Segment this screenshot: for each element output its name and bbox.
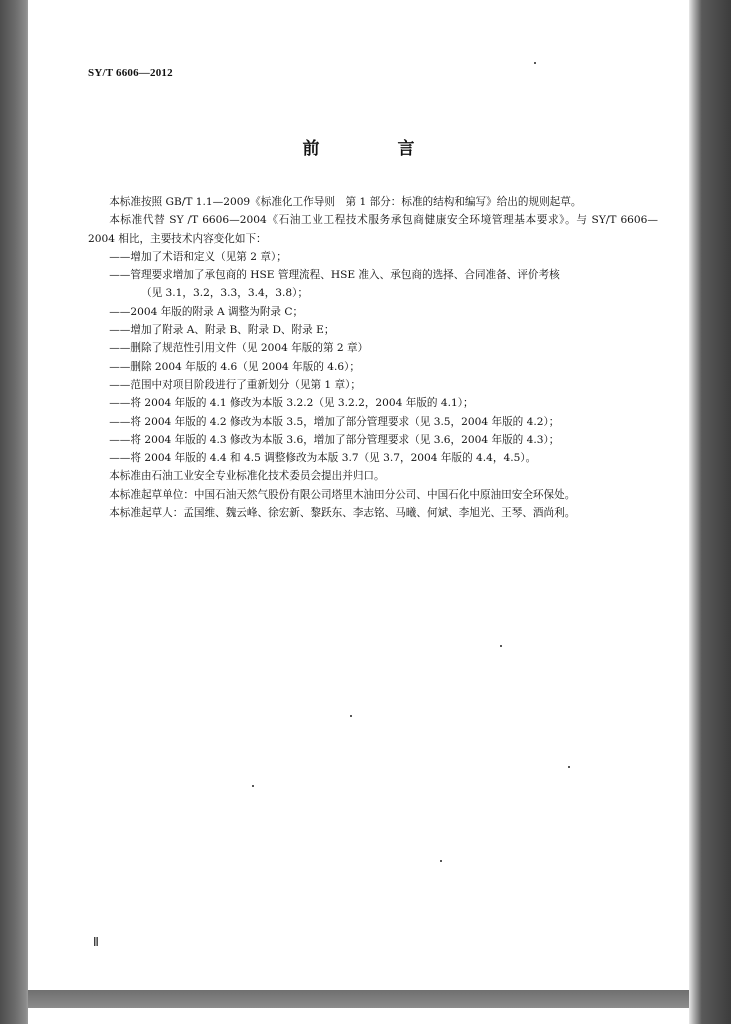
scan-speck: [500, 645, 502, 647]
list-item: ——将 2004 年版的 4.4 和 4.5 调整修改为本版 3.7（见 3.7，2004 年版的 4.4，4.5）。: [109, 452, 537, 465]
list-item: ——将 2004 年版的 4.1 修改为本版 3.2.2（见 3.2.2，2004 年版的 4.1）；: [109, 397, 474, 410]
next-page: [28, 1008, 689, 1024]
scan-speck: [568, 766, 570, 768]
list-item: ——范围中对项目阶段进行了重新划分（见第 1 章）；: [109, 378, 362, 391]
document-page: [28, 0, 689, 990]
list-item: ——将 2004 年版的 4.3 修改为本版 3.6，增加了部分管理要求（见 3.6，2004 年版的 4.3）；: [109, 433, 560, 446]
scan-speck: [440, 860, 442, 862]
list-item: ——2004 年版的附录 A 调整为附录 C；: [109, 305, 304, 318]
paragraph-drafting-rules: 本标准按照 GB/T 1.1—2009《标准化工作导则 第 1 部分：标准的结构和编写》给出的规则起草。: [109, 196, 582, 208]
document-body: [88, 193, 658, 522]
scan-speck: [534, 62, 536, 64]
paragraph-drafting-units: 本标准起草单位：中国石油天然气股份有限公司塔里木油田分公司、中国石化中原油田安全环保处。: [109, 488, 576, 501]
page-number: Ⅱ: [93, 935, 99, 949]
list-item: ——管理要求增加了承包商的 HSE 管理流程、HSE 准入、承包商的选择、合同准备、评价考核 （见 3.1，3.2，3.3，3.4，3.8）；: [109, 269, 560, 300]
paragraph-drafters: 本标准起草人：孟国维、魏云峰、徐宏新、黎跃东、李志铭、马曦、何斌、李旭光、王琴、酒尚利。: [109, 507, 576, 520]
list-item: ——将 2004 年版的 4.2 修改为本版 3.5，增加了部分管理要求（见 3.5，2004 年版的 4.2）；: [109, 415, 560, 428]
page-title: 前 言: [302, 139, 451, 159]
scan-speck: [252, 785, 254, 787]
list-item: ——删除了规范性引用文件（见 2004 年版的第 2 章）: [109, 342, 369, 355]
changes-list: [88, 248, 658, 468]
page-gap: [28, 990, 689, 1008]
paragraph-replacement: 本标准代替 SY /T 6606—2004《石油工业工程技术服务承包商健康安全环境管理基本要求》。与 SY/T 6606—2004 相比，主要技术内容变化如下：: [88, 214, 658, 245]
standard-code: SY/T 6606—2012: [88, 67, 173, 79]
list-item: ——增加了附录 A、附录 B、附录 D、附录 E；: [109, 324, 335, 337]
list-item: ——删除 2004 年版的 4.6（见 2004 年版的 4.6）；: [109, 360, 361, 373]
list-item: ——增加了术语和定义（见第 2 章）；: [109, 250, 287, 263]
paragraph-proposer: 本标准由石油工业安全专业标准化技术委员会提出并归口。: [109, 470, 385, 483]
scan-speck: [350, 715, 352, 717]
